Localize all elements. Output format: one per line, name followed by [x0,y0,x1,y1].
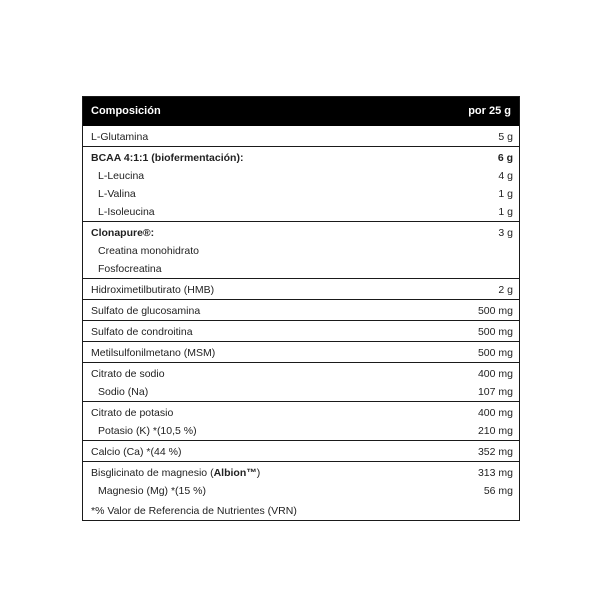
footnote: *% Valor de Referencia de Nutrientes (VRN) [91,505,297,517]
header-serving: por 25 g [468,105,511,117]
row-label-part: Bisglicinato de magnesio ( [91,467,214,479]
table-row [83,464,519,482]
table-header [83,97,519,126]
table-group [83,222,519,279]
table-group [83,147,519,222]
table-subrow [83,422,519,440]
table-body [83,126,519,500]
table-subrow [83,185,519,203]
footnote-group [83,500,519,520]
table-subrow [83,482,519,500]
table-row [83,224,519,242]
row-label-part: ) [256,467,261,479]
row-label: Sulfato de glucosamina [91,305,201,317]
table-row [83,323,519,341]
row-label: L-Leucina [98,170,145,182]
table-row [83,281,519,299]
row-value: 400 mg [477,407,513,419]
table-group [83,300,519,321]
table-row [83,365,519,383]
table-group [83,321,519,342]
header-title: Composición [91,105,161,117]
row-value: 2 g [498,284,513,296]
row-value: 313 mg [477,467,513,479]
row-label: Metilsulfonilmetano (MSM) [91,347,216,359]
row-label [91,467,260,479]
row-label: L-Glutamina [91,131,149,143]
table-group [83,363,519,402]
row-value: 500 mg [477,305,513,317]
row-label: Potasio (K) *(10,5 %) [98,425,197,437]
table-group [83,462,519,500]
row-value: 5 g [498,131,513,143]
row-label: Sulfato de condroitina [91,326,193,338]
table-group [83,441,519,462]
row-value: 210 mg [477,425,513,437]
row-value: 3 g [498,227,513,239]
nutrition-table [82,96,520,521]
table-subrow [83,260,519,278]
row-value: 500 mg [477,326,513,338]
table-row [83,302,519,320]
row-label: Hidroximetilbutirato (HMB) [91,284,215,296]
table-group [83,126,519,147]
table-row [83,404,519,422]
row-label: BCAA 4:1:1 (biofermentación): [91,152,244,164]
row-value: 1 g [498,188,513,200]
row-label: L-Isoleucina [98,206,155,218]
table-subrow [83,383,519,401]
row-label: Fosfocreatina [98,263,162,275]
table-row [83,149,519,167]
row-label: Citrato de potasio [91,407,174,419]
row-label-bold-part: Albion™ [213,467,257,479]
row-value: 400 mg [477,368,513,380]
row-value: 107 mg [477,386,513,398]
table-row [83,344,519,362]
row-value: 4 g [498,170,513,182]
row-value: 56 mg [483,485,513,497]
table-row [83,443,519,461]
table-subrow [83,167,519,185]
row-value: 1 g [498,206,513,218]
table-row [83,128,519,146]
row-label: Creatina monohidrato [98,245,199,257]
table-group [83,402,519,441]
row-label: Magnesio (Mg) *(15 %) [98,485,206,497]
row-value: 6 g [497,152,513,164]
row-value: 352 mg [477,446,513,458]
row-label: Sodio (Na) [98,386,149,398]
table-group [83,279,519,300]
table-group [83,342,519,363]
row-label: L-Valina [98,188,136,200]
table-subrow [83,203,519,221]
row-label: Clonapure®: [91,227,155,239]
table-subrow [83,242,519,260]
row-label: Calcio (Ca) *(44 %) [91,446,182,458]
row-label: Citrato de sodio [91,368,165,380]
row-value: 500 mg [477,347,513,359]
